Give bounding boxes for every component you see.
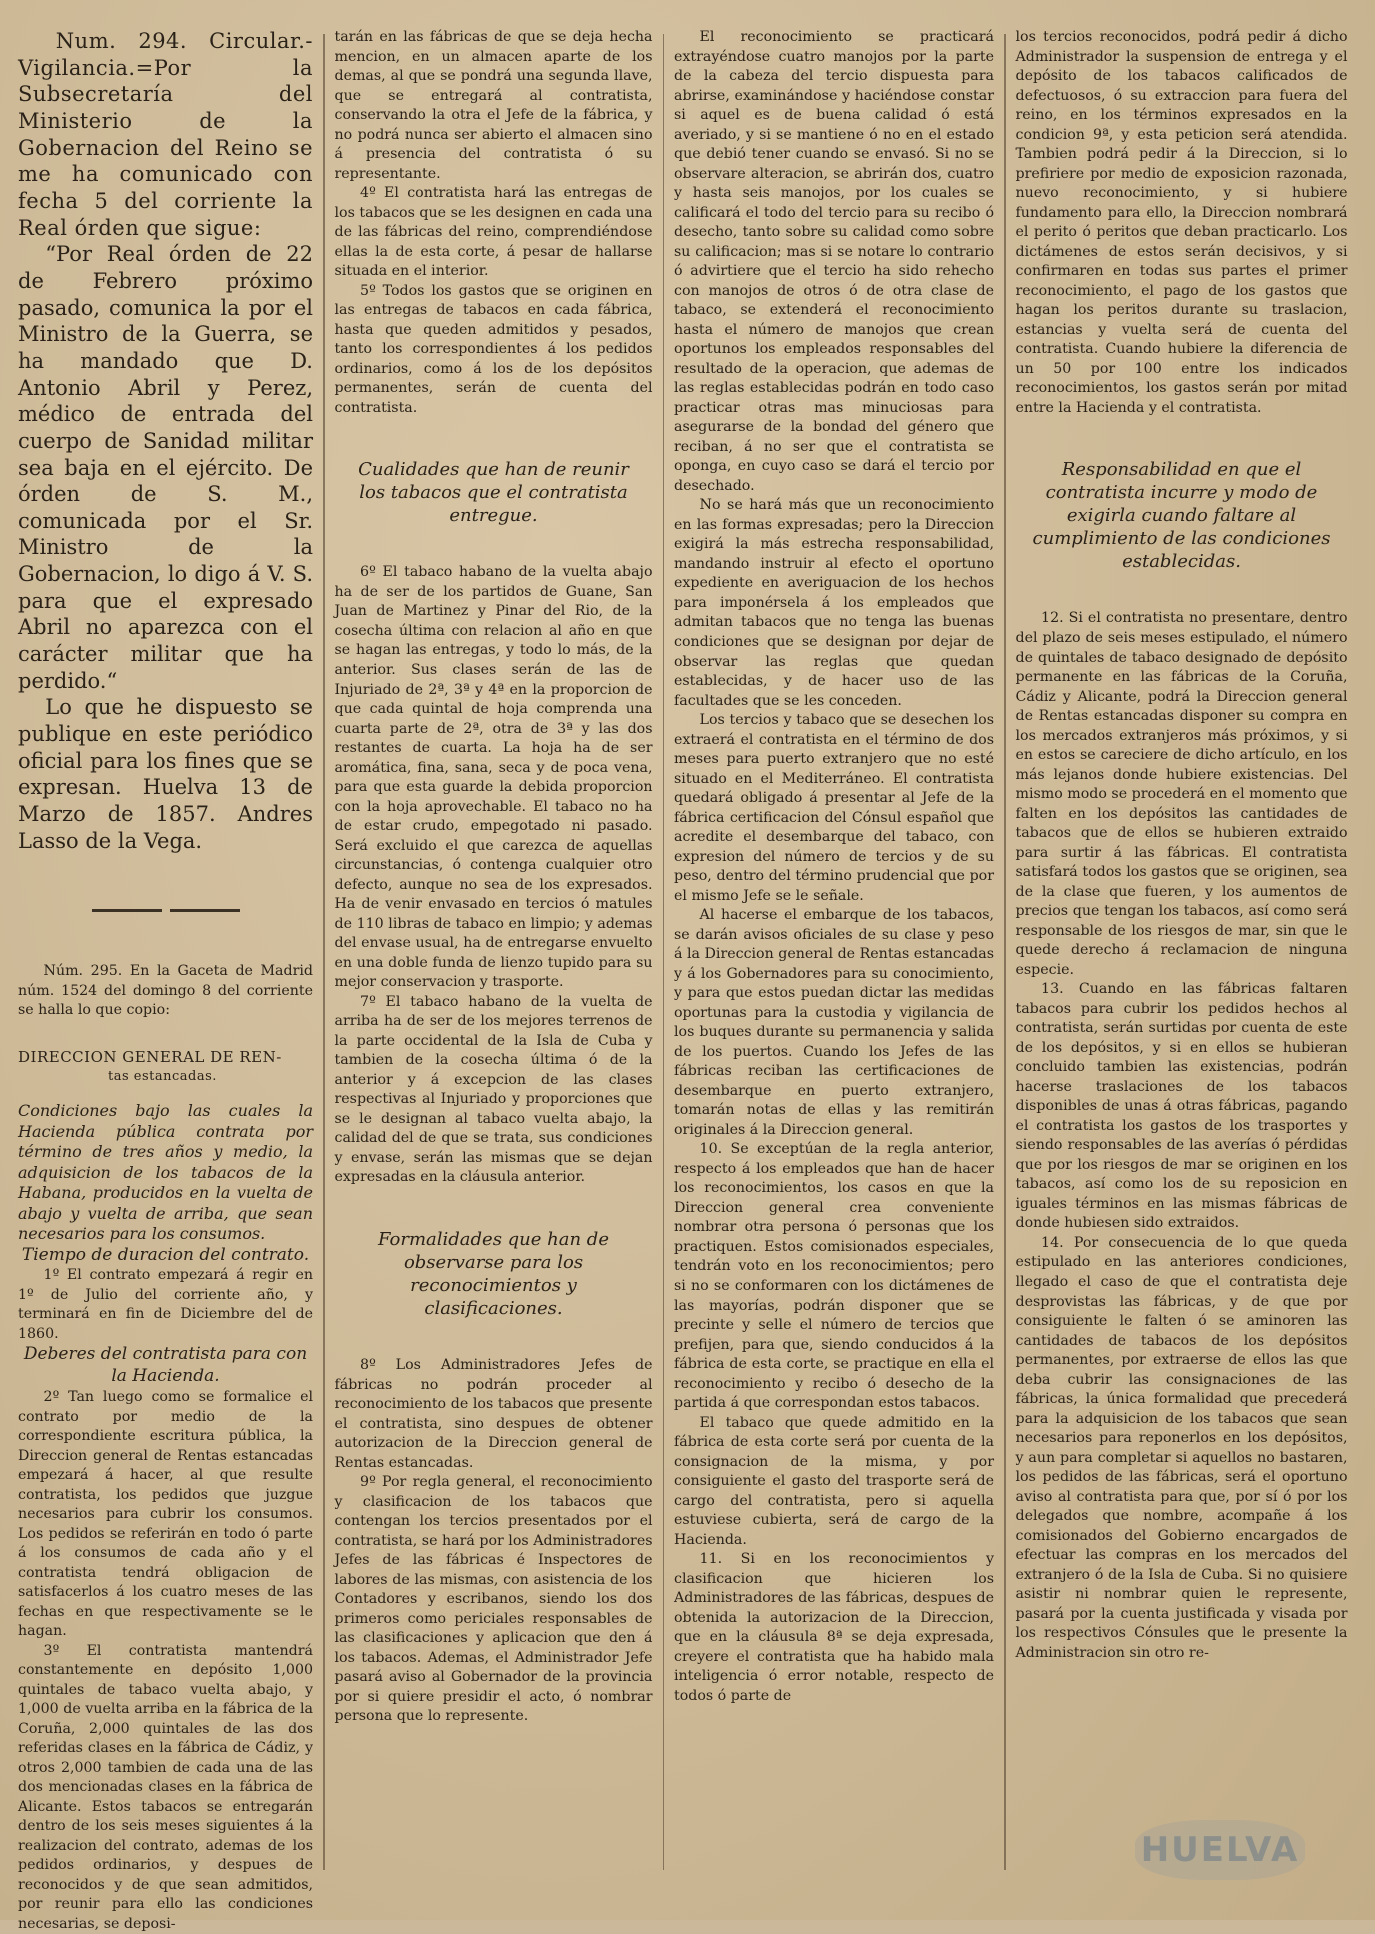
section-separator	[18, 909, 313, 912]
clause-3-continued: tarán en las fábricas de que se deja hecha mencion, en un almacen aparte de los demas, al que se pondrá una segunda llave, que se entregará al contratista, conservando la otra el Jefe de la fábrica, y no podrá nunca ser abierto el almacen sino á presencia del contratista ó su representante.	[334, 29, 653, 182]
circular-294	[18, 28, 313, 854]
column-rule	[1004, 34, 1006, 1870]
column-rule	[323, 34, 325, 1870]
notice-295-intro: Núm. 295. En la Gaceta de Madrid núm. 1524 del domingo 8 del corriente se halla lo que copio:	[18, 963, 313, 1019]
paragraph-fabrica-corte: El tabaco que quede admitido en la fábrica de esta corte será por cuenta de la consignacion de la misma, y por consiguiente el gasto del trasporte será de cargo del contratista, pero si aquella estuviese cubierta, será de cargo de la Hacienda.	[674, 1414, 994, 1548]
clause-8: 8º Los Administradores Jefes de fábricas no podrán proceder al reconocimiento de los tabacos que presente el contratista, sino despues de obtener autorizacion de la Direccion general de Rentas estancadas.	[334, 1357, 653, 1471]
columns	[8, 28, 1365, 1932]
clause-11: 11. Si en los reconocimientos y clasificacion que hicieren los Administradores de las fábricas, despues de obtenida la autorizacion de la Direccion, que en la cláusula 8ª se deja expresada, creyere el contratista que ha habido mala inteligencia ó error notable, respecto de todos ó parte de	[674, 1551, 994, 1704]
circular-294-intro: Num. 294. Circular.-Vigilancia.=Por la Subsecretaría del Ministerio de la Gobernacion del Reino se me ha comunicado con fecha 5 del corriente la Real órden que sigue:	[18, 29, 313, 240]
paragraph-responsabilidad: No se hará más que un reconocimiento en las formas expresadas; pero la Direccion exigirá la más estrecha responsabilidad, mandando instruir al efecto el oportuno expediente en averiguacion de los hechos para imponérsela á los empleados que admitan tabacos que no tenga las buenas condiciones que se designan por dejar de observar las reglas que quedan establecidas, y de hacer uso de las facultades que se les conceden.	[674, 497, 994, 709]
paragraph-reconocimiento: El reconocimiento se practicará extrayéndose cuatro manojos por la parte de la cabeza del tercio dispuesta para abrirse, examinándose y haciéndose constar si aquel es de buena calidad ó está averiado, y si se mantiene ó no en el estado que debió tener cuando se envasó. Si no se observare alteracion, se abrirán dos, cuatro y hasta seis manojos, por los cuales se calificará el todo del tercio para su recibo ó desecho, tanto sobre su calidad como sobre su calificacion; mas si se notare lo contrario ó advirtiere que el tercio ha sido rehecho con manojos de otros ó de otra clase de tabaco, se extenderá el reconocimiento hasta el número de manojos que crean oportunos los empleados responsables del resultado de la operacion, que ademas de las reglas establecidas podrán en todo caso practicar otras mas minuciosas para asegurarse de la bondad del género que reciban, á no ser que el contratista se oponga, en cuyo caso se dará el tercio por desechado.	[674, 29, 994, 494]
column-rule	[663, 34, 665, 1870]
clause-12: 12. Si el contratista no presentare, dentro del plazo de seis meses estipulado, el número de quintales de tabaco designado de depósito permanente en las fábricas de la Coruña, Cádiz y Alicante, podrá la Direccion general de Rentas estancadas disponer su compra en los mercados extranjeros más próximos, y si en estos se careciere de dicho artículo, en los más lejanos donde hubiere existencias. Del mismo modo se procederá en el momento que falten en los depósitos las cantidades de tabacos que de ellos se hubieren extraido para surtir á las fábricas. El contratista satisfará todos los gastos que se originen, sea de la clase que fueren, y los aumentos de precios que tengan los tabacos, así como será responsable de los riesgos de mar, sin que le quede derecho á reclamacion de ninguna especie.	[1015, 610, 1348, 978]
tiempo-heading: Tiempo de duracion del contrato.	[21, 1244, 310, 1265]
conditions-heading: Condiciones bajo las cuales la Hacienda pública contrata por término de tres años y medio, la adquisicion de los tabacos de la Habana, producidos en la vuelta de abajo y vuelta de arriba, que sean necesarios para los consumos.	[18, 1101, 313, 1244]
paragraph-desechos: Los tercios y tabaco que se desechen los extraerá el contratista en el término de dos meses para puerto extranjero que no esté situado en el Mediterráneo. El contratista quedará obligado á presentar al Jefe de la fábrica certificacion del Cónsul español que acredite el desembarque del tabaco, con expresion del número de tercios y de su peso, dentro del término prudencial que por el mismo Jefe se le señale.	[674, 712, 994, 904]
column-4	[1006, 28, 1358, 1900]
clause-9: 9º Por regla general, el reconocimiento y clasificacion de los tabacos que contengan los tercios presentados por el contratista, se hará por los Administradores Jefes de las fábricas é Inspectores de labores de las mismas, con asistencia de los Contadores y escribanos, siendo los dos primeros como periciales responsables de las clasificaciones y aplicacion que den á los tabacos. Ademas, el Administrador Jefe pasará aviso al Gobernador de la provincia por si quiere presidir el acto, ó nombrar persona que lo represente.	[334, 1474, 653, 1725]
direccion-heading-line1: DIRECCION GENERAL DE REN-	[18, 1047, 282, 1066]
clause-4: 4º El contratista hará las entregas de los tabacos que se les designen en cada una de las fábricas del reino, comprendiéndose ellas la de esta corte, á pesar de hallarse situada en el interior.	[334, 185, 653, 280]
clause-7: 7º El tabaco habano de la vuelta de arriba ha de ser de los mejores terrenos de la parte occidental de la Isla de Cuba y tambien de la cosecha última ó de la anterior y á excepcion de las clases respectivas al Injuriado y proporciones que se le designan al tabaco vuelta abajo, la calidad del de que se trata, sus condiciones y envase, serán las mismas que se dejan expresadas en la cláusula anterior.	[334, 993, 653, 1186]
clause-14: 14. Por consecuencia de lo que queda estipulado en las anteriores condiciones, llegado el caso de que el contratista deje desprovistas las fábricas, y de que por consiguiente le falten ó se aminoren las cantidades de tabacos de los depósitos permanentes, por extraerse de ellos las que deba cubrir las consignaciones de las fábricas, la única formalidad que precederá para la adquisicion de los tabacos que sean necesarios para reponerlos en los depósitos, y aun para completar si aquellos no bastaren, los pedidos de las fábricas, será el oportuno aviso al contratista para que, por sí ó por los delegados que nombre, acompañe á los comisionados del Gobierno encargados de efectuar las compras en los mercados del extranjero ó de la Isla de Cuba. Si no quisiere asistir ni nombrar quien le represente, pasará por la cuenta justificada y visada por los respectivos Cónsules que le presente la Administracion sin otro re-	[1015, 1234, 1348, 1661]
clause-2: 2º Tan luego como se formalice el contrato por medio de la correspondiente escritura pública, la Direccion general de Rentas estancadas empezará á hacer, al que resulte contratista, los pedidos que juzgue necesarios para cubrir los consumos. Los pedidos se referirán en todo ó parte á los consumos de cada año y el contratista tendrá obligacion de satisfacerlos á los cuatro meses de las fechas en que respectivamente se le hagan.	[18, 1388, 313, 1640]
column-3	[664, 28, 1004, 1900]
library-watermark: HUELVA	[1135, 1820, 1305, 1880]
column-1	[8, 28, 323, 1932]
formalidades-heading: Formalidades que han de observarse para los reconocimientos y clasificaciones.	[378, 1228, 609, 1319]
direccion-heading-line2: tas estancadas.	[108, 1068, 217, 1084]
clause-13: 13. Cuando en las fábricas faltaren tabacos para cubrir los pedidos hechos al contratista, serán surtidas por cuenta de este de los depósitos, y si en ellos se hubieran concluido tambien las existencias, podrán hacerse traslaciones de los tabacos disponibles de unas á otras fábricas, pagando el contratista los gastos de los trasportes y siendo responsables de las averías ó pérdidas que por los riesgos de mar se originen en los tabacos, así como los de su reposicion en iguales términos en las mismas fábricas de donde hubiesen sido extraidos.	[1015, 981, 1348, 1232]
cualidades-heading: Cualidades que han de reunir los tabacos que el contratista entregue.	[358, 459, 629, 527]
direccion-heading	[18, 1047, 313, 1086]
responsabilidad-heading: Responsabilidad en que el contratista incurre y modo de exigirla cuando faltare al cumplimiento de las condiciones establecidas.	[1032, 459, 1331, 573]
clause-11-continued: los tercios reconocidos, podrá pedir á dicho Administrador la suspension de entrega y el depósito de los tabacos calificados de defectuosos, ó su extraccion para fuera del reino, en los términos expresados en la condicion 9ª, y esta peticion será atendida. Tambien podrá pedir á la Direccion, si lo prefiriere por medio de exposicion razonada, nuevo reconocimiento, y si hubiere fundamento para ello, la Direccion nombrará el perito ó peritos que deban practicarlo. Los dictámenes de estos serán decisivos, y si confirmaren en todas sus partes el primer reconocimiento, el pago de los gastos que hagan los peritos durante su traslacion, estancias y vuelta será de cuenta del contratista. Cuando hubiere la diferencia de un 50 por 100 entre los indicados reconocimientos, los gastos serán por mitad entre la Hacienda y el contratista.	[1015, 29, 1348, 416]
circular-294-order: “Por Real órden de 22 de Febrero próximo pasado, comunica la por el Ministro de la Guerra, se ha mandado que D. Antonio Abril y Perez, médico de entrada del cuerpo de Sanidad militar sea baja en el ejército. De órden de S. M., comunicada por el Sr. Ministro de la Gobernacion, lo digo á V. S. para que el expresado Abril no aparezca con el carácter militar que ha perdido.“	[18, 242, 313, 693]
deberes-heading: Deberes del contratista para con la Hacienda.	[23, 1344, 308, 1387]
clause-10: 10. Se exceptúan de la regla anterior, respecto á los empleados que han de hacer los reconocimientos, los casos en que la Direccion general crea conveniente nombrar otra persona ó personas que los practiquen. Estos comisionados especiales, tendrán voto en los reconocimientos; pero si no se conformaren con los dictámenes de las mayorías, podrán disponer que se precinte y selle el número de tercios que prefijen, para que, siendo conducidos á la fábrica de esta corte, se practique en ella el reconocimiento y recibo ó desecho de la partida á que correspondan estos tabacos.	[674, 1141, 994, 1412]
clause-5: 5º Todos los gastos que se originen en las entregas de tabacos en cada fábrica, hasta que queden admitidos y pesados, tanto los correspondientes á los pedidos ordinarios, como á los de los depósitos permanentes, serán de cuenta del contratista.	[334, 282, 653, 416]
clause-1: 1º El contrato empezará á regir en 1º de Julio del corriente año, y terminará en fin de Diciembre del de 1860.	[18, 1267, 313, 1342]
clause-3: 3º El contratista mantendrá constantemente en depósito 1,000 quintales de tabaco vuelta abajo, y 1,000 de vuelta arriba en la fábrica de la Coruña, 2,000 quintales de las dos referidas clases en la fábrica de Cádiz, y otros 2,000 tambien de cada una de las dos mencionadas clases en la fábrica de Alicante. Estos tabacos se entregarán dentro de los seis meses siguientes á la realizacion del contrato, ademas de los pedidos ordinarios, y despues de reconocidos y de que sean admitidos, por reunir para ello las condiciones necesarias, se deposi-	[18, 1642, 313, 1932]
clause-6: 6º El tabaco habano de la vuelta abajo ha de ser de los partidos de Guane, San Juan de Martinez y Pinar del Rio, de la cosecha última con relacion al año en que se hagan las entregas, y todo lo más, de la anterior. Sus clases serán de las de Injuriado de 2ª, 3ª y 4ª en la proporcion de que cada quintal de hoja comprenda una cuarta parte de 2ª, otra de 3ª y las dos restantes de cuarta. La hoja ha de ser aromática, fina, sana, seca y de poca vena, para que esta guarde la debida proporcion con la hoja aprovechable. El tabaco no ha de estar crudo, empegotado ni pasado. Será excluido el que carezca de aquellas circunstancias, ó contenga cualquier otro defecto, aunque no sea de los expresados. Ha de venir envasado en tercios ó matules de 110 libras de tabaco en limpio; y ademas del envase usual, ha de entregarse envuelto en una doble funda de lienzo tupido para su mejor conservacion y trasporte.	[334, 564, 653, 991]
column-2	[325, 28, 663, 1900]
circular-294-closing: Lo que he dispuesto se publique en este periódico oficial para los fines que se expresan. Huelva 13 de Marzo de 1857. Andres Lasso de la Vega.	[18, 695, 313, 853]
paragraph-embarque: Al hacerse el embarque de los tabacos, se darán avisos oficiales de su clase y peso á la Direccion general de Rentas estancadas y á los Gobernadores para su conocimiento, y para que estos puedan dictar las medidas oportunas para la custodia y vigilancia de los buques durante su permanencia y salida de los puertos. Cuando los Jefes de las fábricas reciban las certificaciones de desembarque en puerto extranjero, tomarán notas de ellas y las remitirán originales á la Direccion general.	[674, 907, 994, 1138]
